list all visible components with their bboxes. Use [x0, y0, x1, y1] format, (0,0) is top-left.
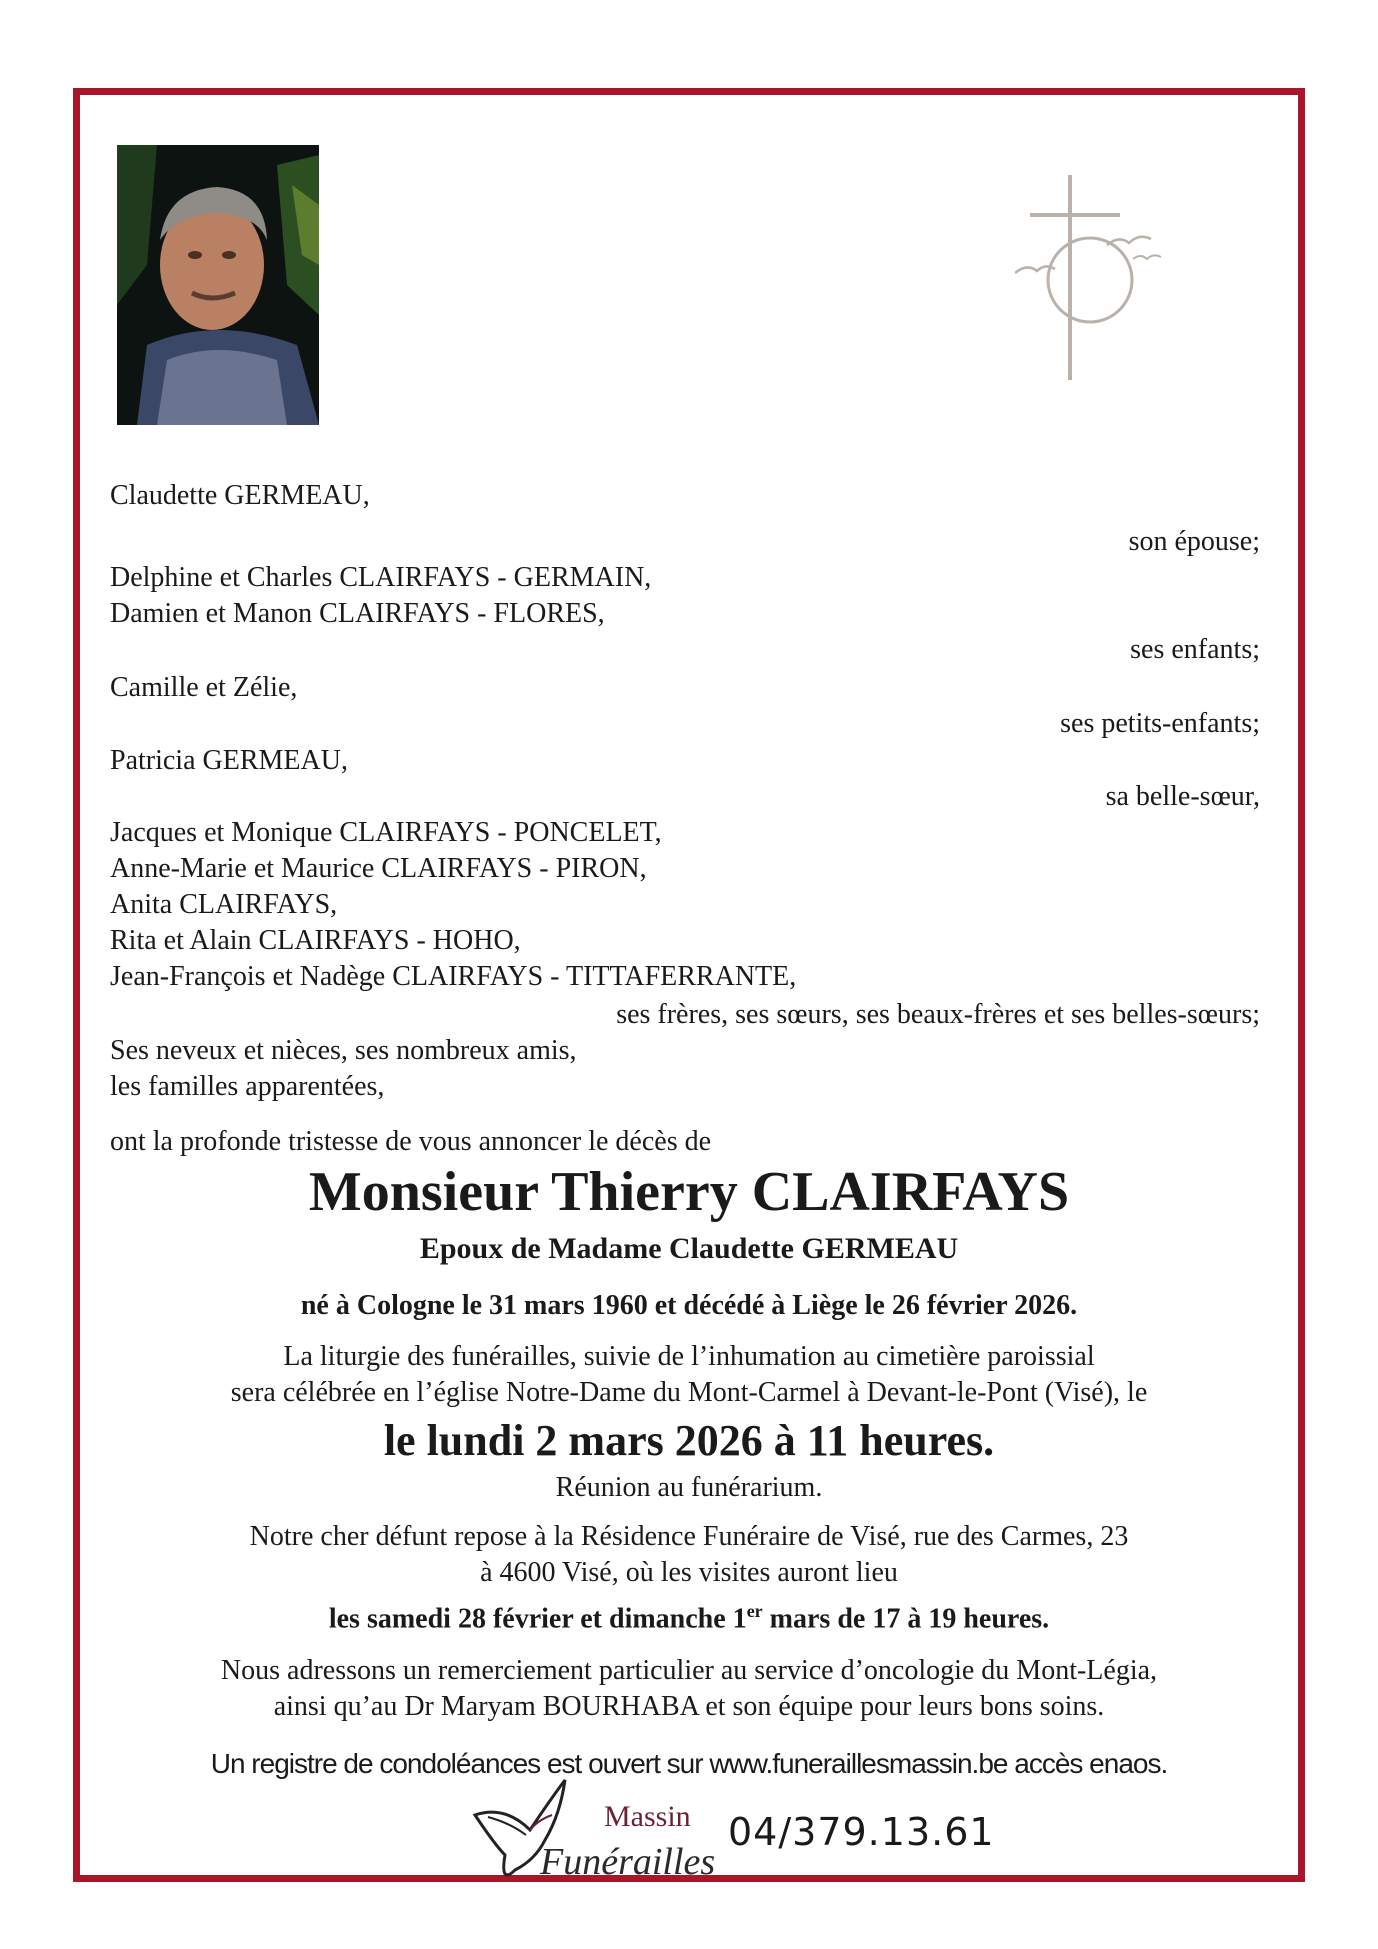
ceremony-date: le lundi 2 mars 2026 à 11 heures.	[383, 1416, 995, 1465]
sibling-3: Anita CLAIRFAYS,	[110, 889, 338, 920]
sibling-1: Jacques et Monique CLAIRFAYS - PONCELET,	[110, 817, 662, 848]
child-1: Delphine et Charles CLAIRFAYS - GERMAIN,	[110, 562, 652, 593]
sister-in-law: Patricia GERMEAU,	[110, 745, 348, 776]
logo-brand: Massin	[604, 1800, 691, 1833]
condolence-registry: Un registre de condoléances est ouvert sur www.funeraillesmassin.be accès enaos.	[210, 1748, 1168, 1779]
rest-line-1: Notre cher défunt repose à la Résidence Funéraire de Visé, rue des Carmes, 23	[249, 1521, 1129, 1552]
logo-word: Funérailles	[540, 1841, 716, 1883]
children-role: ses enfants;	[1130, 634, 1260, 665]
liturgy-line-2: sera célébrée en l’église Notre-Dame du Mont-Carmel à Devant-le-Pont (Visé), le	[230, 1377, 1148, 1408]
phone-number: 04/379.13.61	[728, 1810, 995, 1854]
others-1: Ses neveux et nièces, ses nombreux amis,	[110, 1035, 577, 1066]
birth-death: né à Cologne le 31 mars 1960 et décédé à Liège le 26 février 2026.	[300, 1290, 1078, 1321]
spouse-name: Claudette GERMEAU,	[110, 480, 370, 511]
child-2: Damien et Manon CLAIRFAYS - FLORES,	[110, 598, 605, 629]
sibling-4: Rita et Alain CLAIRFAYS - HOHO,	[110, 925, 521, 956]
reunion: Réunion au funérarium.	[555, 1472, 823, 1503]
rest-line-2: à 4600 Visé, où les visites auront lieu	[480, 1557, 898, 1588]
spouse-role: son épouse;	[1128, 526, 1260, 557]
sister-in-law-role: sa belle-sœur,	[1105, 781, 1260, 812]
portrait-photo	[117, 145, 319, 425]
sibling-5: Jean-François et Nadège CLAIRFAYS - TITTAFERRANTE,	[110, 961, 797, 992]
spouse-line: Epoux de Madame Claudette GERMEAU	[419, 1232, 959, 1265]
siblings-role: ses frères, ses sœurs, ses beaux-frères et ses belles-sœurs;	[616, 999, 1260, 1030]
deceased-name: Monsieur Thierry CLAIRFAYS	[308, 1161, 1070, 1223]
grandchildren-role: ses petits-enfants;	[1060, 708, 1260, 739]
visits-line	[73, 1593, 1305, 1637]
thanks-line-1: Nous adressons un remerciement particulier au service d’oncologie du Mont-Légia,	[220, 1655, 1158, 1686]
liturgy-line-1: La liturgie des funérailles, suivie de l’inhumation au cimetière paroissial	[283, 1341, 1095, 1372]
visits-text-b: mars de 17 à 19 heures.	[762, 1603, 1050, 1635]
others-2: les familles apparentées,	[110, 1071, 385, 1102]
cross-icon	[1015, 175, 1165, 380]
visits-superscript: er	[746, 1601, 763, 1621]
sibling-2: Anne-Marie et Maurice CLAIRFAYS - PIRON,	[110, 853, 647, 884]
visits-text-a: les samedi 28 février et dimanche 1	[328, 1603, 747, 1635]
grandchildren: Camille et Zélie,	[110, 672, 298, 703]
announcement-intro: ont la profonde tristesse de vous annoncer le décès de	[110, 1126, 712, 1157]
thanks-line-2: ainsi qu’au Dr Maryam BOURHABA et son équipe pour leurs bons soins.	[273, 1691, 1105, 1722]
